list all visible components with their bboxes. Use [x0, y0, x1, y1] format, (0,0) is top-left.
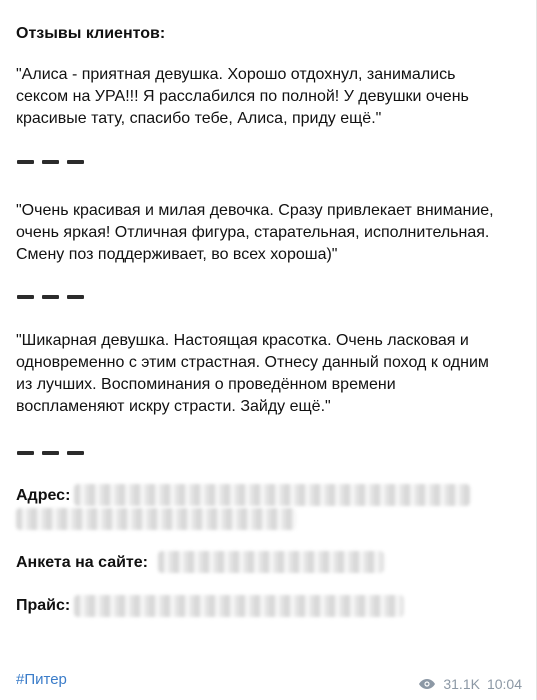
message-meta — [418, 676, 522, 692]
profile-blurred-link[interactable] — [158, 551, 384, 573]
address-blurred-value — [74, 484, 470, 506]
address-label: Адрес: — [16, 487, 71, 504]
reviews-heading: Отзывы клиентов: — [16, 25, 166, 42]
views-count: 31.1K — [443, 676, 480, 692]
divider-1 — [17, 160, 85, 166]
divider-2 — [17, 295, 85, 301]
price-blurred-value — [74, 595, 404, 617]
price-label: Прайс: — [16, 597, 71, 614]
hashtag-link[interactable]: #Питер — [16, 671, 67, 688]
review-1: "Алиса - приятная девушка. Хорошо отдохнул, занимались сексом на УРА!!! Я расслабился по полной! У девушки очень красивые тату, спасибо тебе, Алиса, приду ещё." — [16, 66, 469, 127]
views-eye-icon — [418, 678, 436, 690]
address-blurred-value-line2 — [16, 508, 296, 530]
review-3: "Шикарная девушка. Настоящая красотка. Очень ласковая и одновременно с этим страстная. Отнесу данный поход к одним из лучших. Воспоминания о проведённом времени воспламеняют искру страсти. Зайду ещё." — [16, 332, 489, 415]
profile-label: Анкета на сайте: — [16, 554, 148, 571]
message-time: 10:04 — [486, 676, 522, 692]
divider-3 — [17, 451, 85, 457]
review-2: "Очень красивая и милая девочка. Сразу привлекает внимание, очень яркая! Отличная фигура, старательная, исполнительная. Смену поз поддерживает, во всех хороша)" — [16, 202, 494, 263]
